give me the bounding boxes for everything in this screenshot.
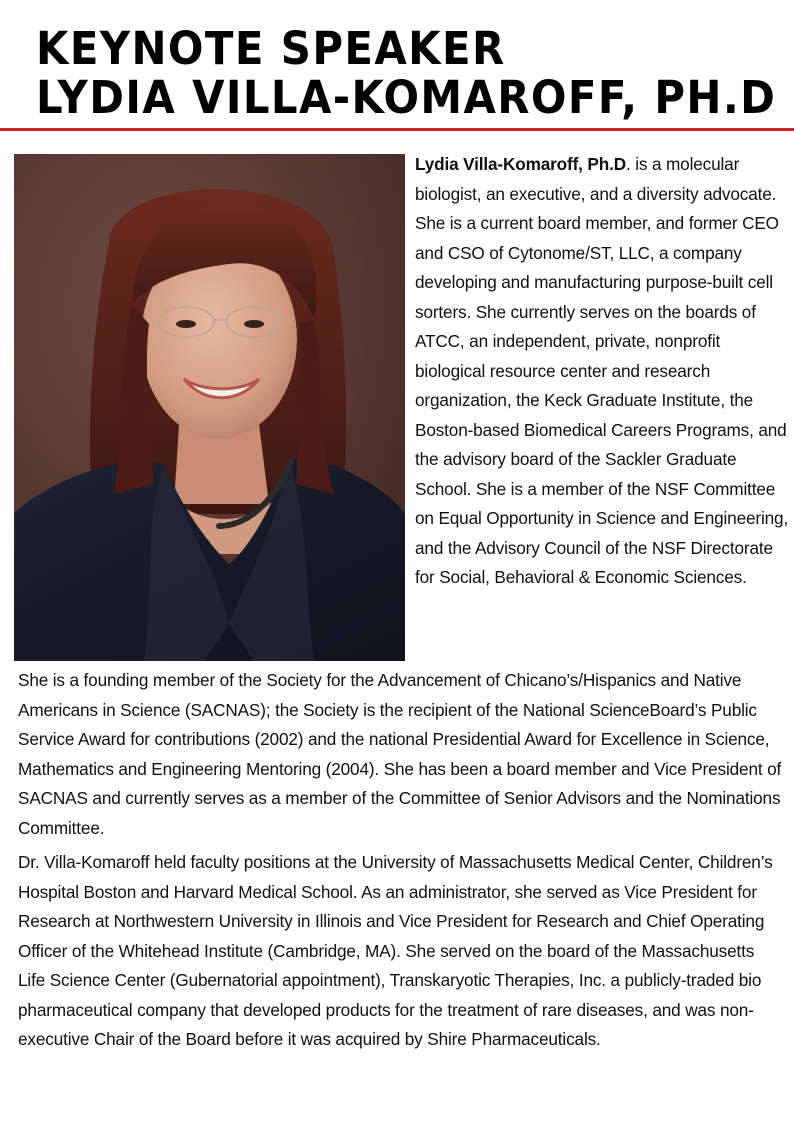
portrait-image	[14, 154, 405, 661]
bio-intro-text: . is a molecular biologist, an executive, and a diversity advocate. She is a current board member, and former CEO and CSO of Cytonome/ST, LLC, a company developing and manufacturing purpose-built cell sorters. She currently serves on the boards of ATCC, an independent, private, nonprofit biological resource center and research organization, the Keck Graduate Institute, the Boston-based Biomedical Careers Programs, and the advisory board of the Sackler Graduate School. She is a member of the NSF Committee on Equal Opportunity in Science and Engineering, and the Advisory Council of the NSF Directorate for Social, Behavioral & Economic Sciences.	[415, 154, 789, 587]
page-header	[36, 24, 776, 122]
bio-paragraph-career: Dr. Villa-Komaroff held faculty positions at the University of Massachusetts Medical Center, Children’s Hospital Boston and Harvard Medical School. As an administrator, she served as Vice President for Research at Northwestern University in Illinois and Vice President for Research and Chief Operating Officer of the Whitehead Institute (Cambridge, MA). She served on the board of the Massachusetts Life Science Center (Gubernatorial appointment), Transkaryotic Therapies, Inc. a publicly-traded bio pharmaceutical company that developed products for the treatment of rare diseases, and was non-executive Chair of the Board before it was acquired by Shire Pharmaceuticals.	[18, 852, 773, 1049]
bio-paragraph-sacnas: She is a founding member of the Society for the Advancement of Chicano’s/Hispanics and Native Americans in Science (SACNAS); the Society is the recipient of the National ScienceBoard’s Public Service Award for contributions (2002) and the national Presidential Award for Excellence in Science, Mathematics and Engineering Mentoring (2004). She has been a board member and Vice President of SACNAS and currently serves as a member of the Committee of Senior Advisors and the Nominations Committee.	[18, 670, 782, 838]
header-divider	[0, 128, 794, 131]
bio-intro	[415, 150, 790, 593]
header-title: KEYNOTE SPEAKER	[36, 22, 506, 75]
speaker-name-heading: LYDIA VILLA-KOMAROFF, PH.D	[36, 71, 777, 124]
speaker-photo	[14, 154, 405, 661]
bio-speaker-name: Lydia Villa-Komaroff, Ph.D	[415, 154, 626, 174]
